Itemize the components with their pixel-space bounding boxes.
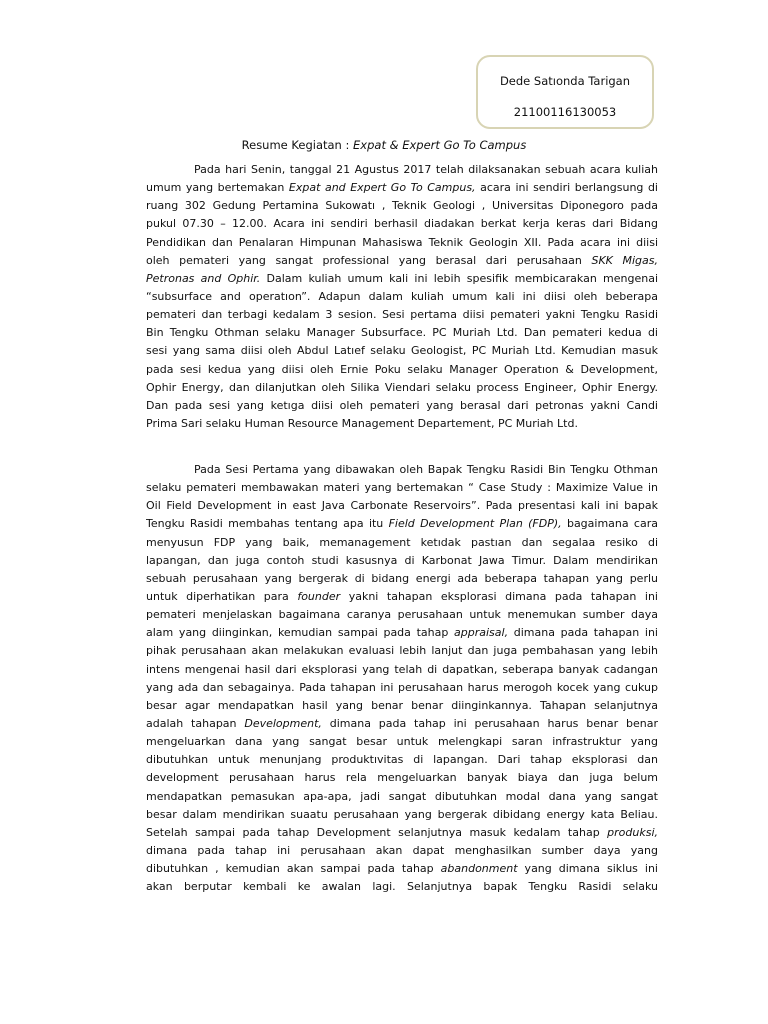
p2-line [146,715,658,733]
p2-line: mengeluarkan dana yang sangat besar untuk melengkapi saran infrastruktur yang [146,735,658,749]
p2-text: adalah tahapan [146,716,245,730]
p2-line: yang ada dan sebagainya. Pada tahapan ini perusahaan harus merogoh kocek yang cukup [146,680,658,694]
p1-line: Ophir Energy, dan dilanjutkan oleh Silika Viendari selaku process Engineer, Ophir Energy. [146,380,658,394]
p2-line: pemateri menjelaskan bagaimana caranya perusahaan untuk menemukan sumber daya [146,608,658,622]
paragraph-2 [146,461,658,896]
p2-line: sebuah perusahaan yang bergerak di bidang energi ada beberapa tahapan yang perlu [146,571,658,585]
p2-line: lapangan, dan juga contoh studi kasusnya di Karbonat Jawa Timur. Dalam mendirikan [146,553,658,567]
p1-italic: Petronas and Ophir. [146,271,261,285]
p2-line [146,515,658,533]
p1-text: oleh pemateri yang sangat professional yang berasal dari perusahaan [146,253,592,267]
p1-line: ruang 302 Gedung Pertamina Sukowatı , Teknik Geologi , Universitas Diponegoro pada [146,199,658,213]
p1-line: pukul 07.30 – 12.00. Acara ini sendiri berhasil diadakan berkat kerja keras dari Bidang [146,217,658,231]
p2-line: besar dalam mendirikan suaatu perusahaan yang bergerak dibidang energy kata Beliau. [146,807,658,821]
p2-line [146,624,658,642]
paragraph-1 [146,161,658,433]
p2-line: Pada Sesi Pertama yang dibawakan oleh Bapak Tengku Rasidi Bin Tengku Othman [194,463,658,476]
p1-line: Bin Tengku Othman selaku Manager Subsurface. PC Muriah Ltd. Dan pemateri kedua di [146,326,658,340]
p1-text: acara ini sendiri berlangsung di [475,181,658,195]
p1-line: “subsurface and operatıon”. Adapun dalam kuliah umum kali ini diisi oleh beberapa [146,289,658,303]
p1-text: Dalam kuliah umum kali ini lebih spesifik membicarakan mengenai [260,271,658,285]
p2-text: dimana pada tahapan ini [508,626,658,640]
p2-line: intens mengenai hasil dari eksplorasi yang telah di dapatkan, seberapa banyak cadangan [146,662,658,676]
student-id: 21100116130053 [513,105,617,119]
p1-text: umum yang bertemakan [146,181,289,195]
p1-line: Prima Sari selaku Human Resource Management Departement, PC Muriah Ltd. [146,416,578,430]
p2-line: dibutuhkan untuk menunjang produktıvitas di lapangan. Dari tahap eksplorasi dan [146,753,658,767]
p2-italic: appraisal, [454,626,509,640]
p2-line [146,824,658,842]
p2-text: dimana pada tahap ini perusahaan harus benar benar [321,716,658,730]
p2-italic: founder [297,589,341,603]
p1-line: pada sesi kedua yang diisi oleh Ernie Poku selaku Manager Operatıon & Development, [146,362,658,376]
p1-line: Pendidikan dan Penalaran Himpunan Mahasiswa Teknik Geologin XII. Pada acara ini diisi [146,235,658,249]
document-title [0,137,768,153]
p2-italic: Development, [244,716,322,730]
p2-line: mendapatkan pemasukan apa-apa, jadi sangat dibutuhkan modal dana yang sangat [146,789,658,803]
p1-line: Pada hari Senin, tanggal 21 Agustus 2017 telah dilaksanakan sebuah acara kuliah [194,163,658,176]
p2-text: alam yang diinginkan, kemudian sampai pada tahap [146,626,455,640]
p1-line: Dan pada sesi yang ketıga diisi oleh pemateri yang berasal dari petronas yakni Candi [146,398,658,412]
p2-text: dibutuhkan , kemudian akan sampai pada tahap [146,862,441,876]
p2-italic: abandonment [440,862,518,876]
p1-line [146,252,658,270]
author-box [476,55,654,129]
p1-line: sesi yang sama diisi oleh Abdul Latıef selaku Geologist, PC Muriah Ltd. Kemudian masuk [146,344,658,358]
p2-line: pihak perusahaan akan melakukan evaluasi lebih lanjut dan juga pembahasan yang lebih [146,644,658,658]
p1-line: pemateri dan terbagi kedalam 3 sesion. Sesi pertama diisi pemateri yakni Tengku Rasidi [146,308,658,322]
p2-text: yakni tahapan eksplorasi dimana pada tahapan ini [340,589,658,603]
p2-line: Oil Field Development in east Java Carbonate Reservoirs”. Pada presentasi kali ini bapak [146,499,658,513]
p2-line [146,860,658,878]
p2-line [146,588,658,606]
p2-line: development perusahaan harus rela mengeluarkan banyak biaya dan juga belum [146,771,658,785]
p2-text: Setelah sampai pada tahap Development selanjutnya masuk kedalam tahap [146,825,608,839]
p1-line [146,270,658,288]
title-event: Expat & Expert Go To Campus [353,138,527,152]
p2-line: akan berputar kembali ke awalan lagi. Selanjutnya bapak Tengku Rasidi selaku [146,880,658,894]
p1-line [146,179,658,197]
p2-line: menyusun FDP yang baik, memanagement ketıdak pastıan dan segalaa resiko di [146,535,658,549]
p2-italic: Field Development Plan (FDP), [388,517,562,531]
p1-italic: SKK Migas, [591,253,658,267]
p2-italic: produksi, [607,825,658,839]
author-name: Dede Satıonda Tarigan [499,74,631,88]
p2-text: bagaimana cara [561,517,658,531]
p2-line: selaku pemateri membawakan materi yang bertemakan “ Case Study : Maximize Value in [146,481,658,495]
p2-text: yang dimana siklus ini [517,862,658,876]
title-prefix: Resume Kegiatan : [241,138,354,152]
p2-line: dimana pada tahap ini perusahaan akan dapat menghasilkan sumber daya yang [146,843,658,857]
p2-text: untuk diperhatikan para [146,589,298,603]
p2-line: besar agar mendapatkan hasil yang benar benar diinginkannya. Tahapan selanjutnya [146,698,658,712]
p2-text: Tengku Rasidi membahas tentang apa itu [146,517,389,531]
p1-italic: Expat and Expert Go To Campus, [288,181,476,195]
